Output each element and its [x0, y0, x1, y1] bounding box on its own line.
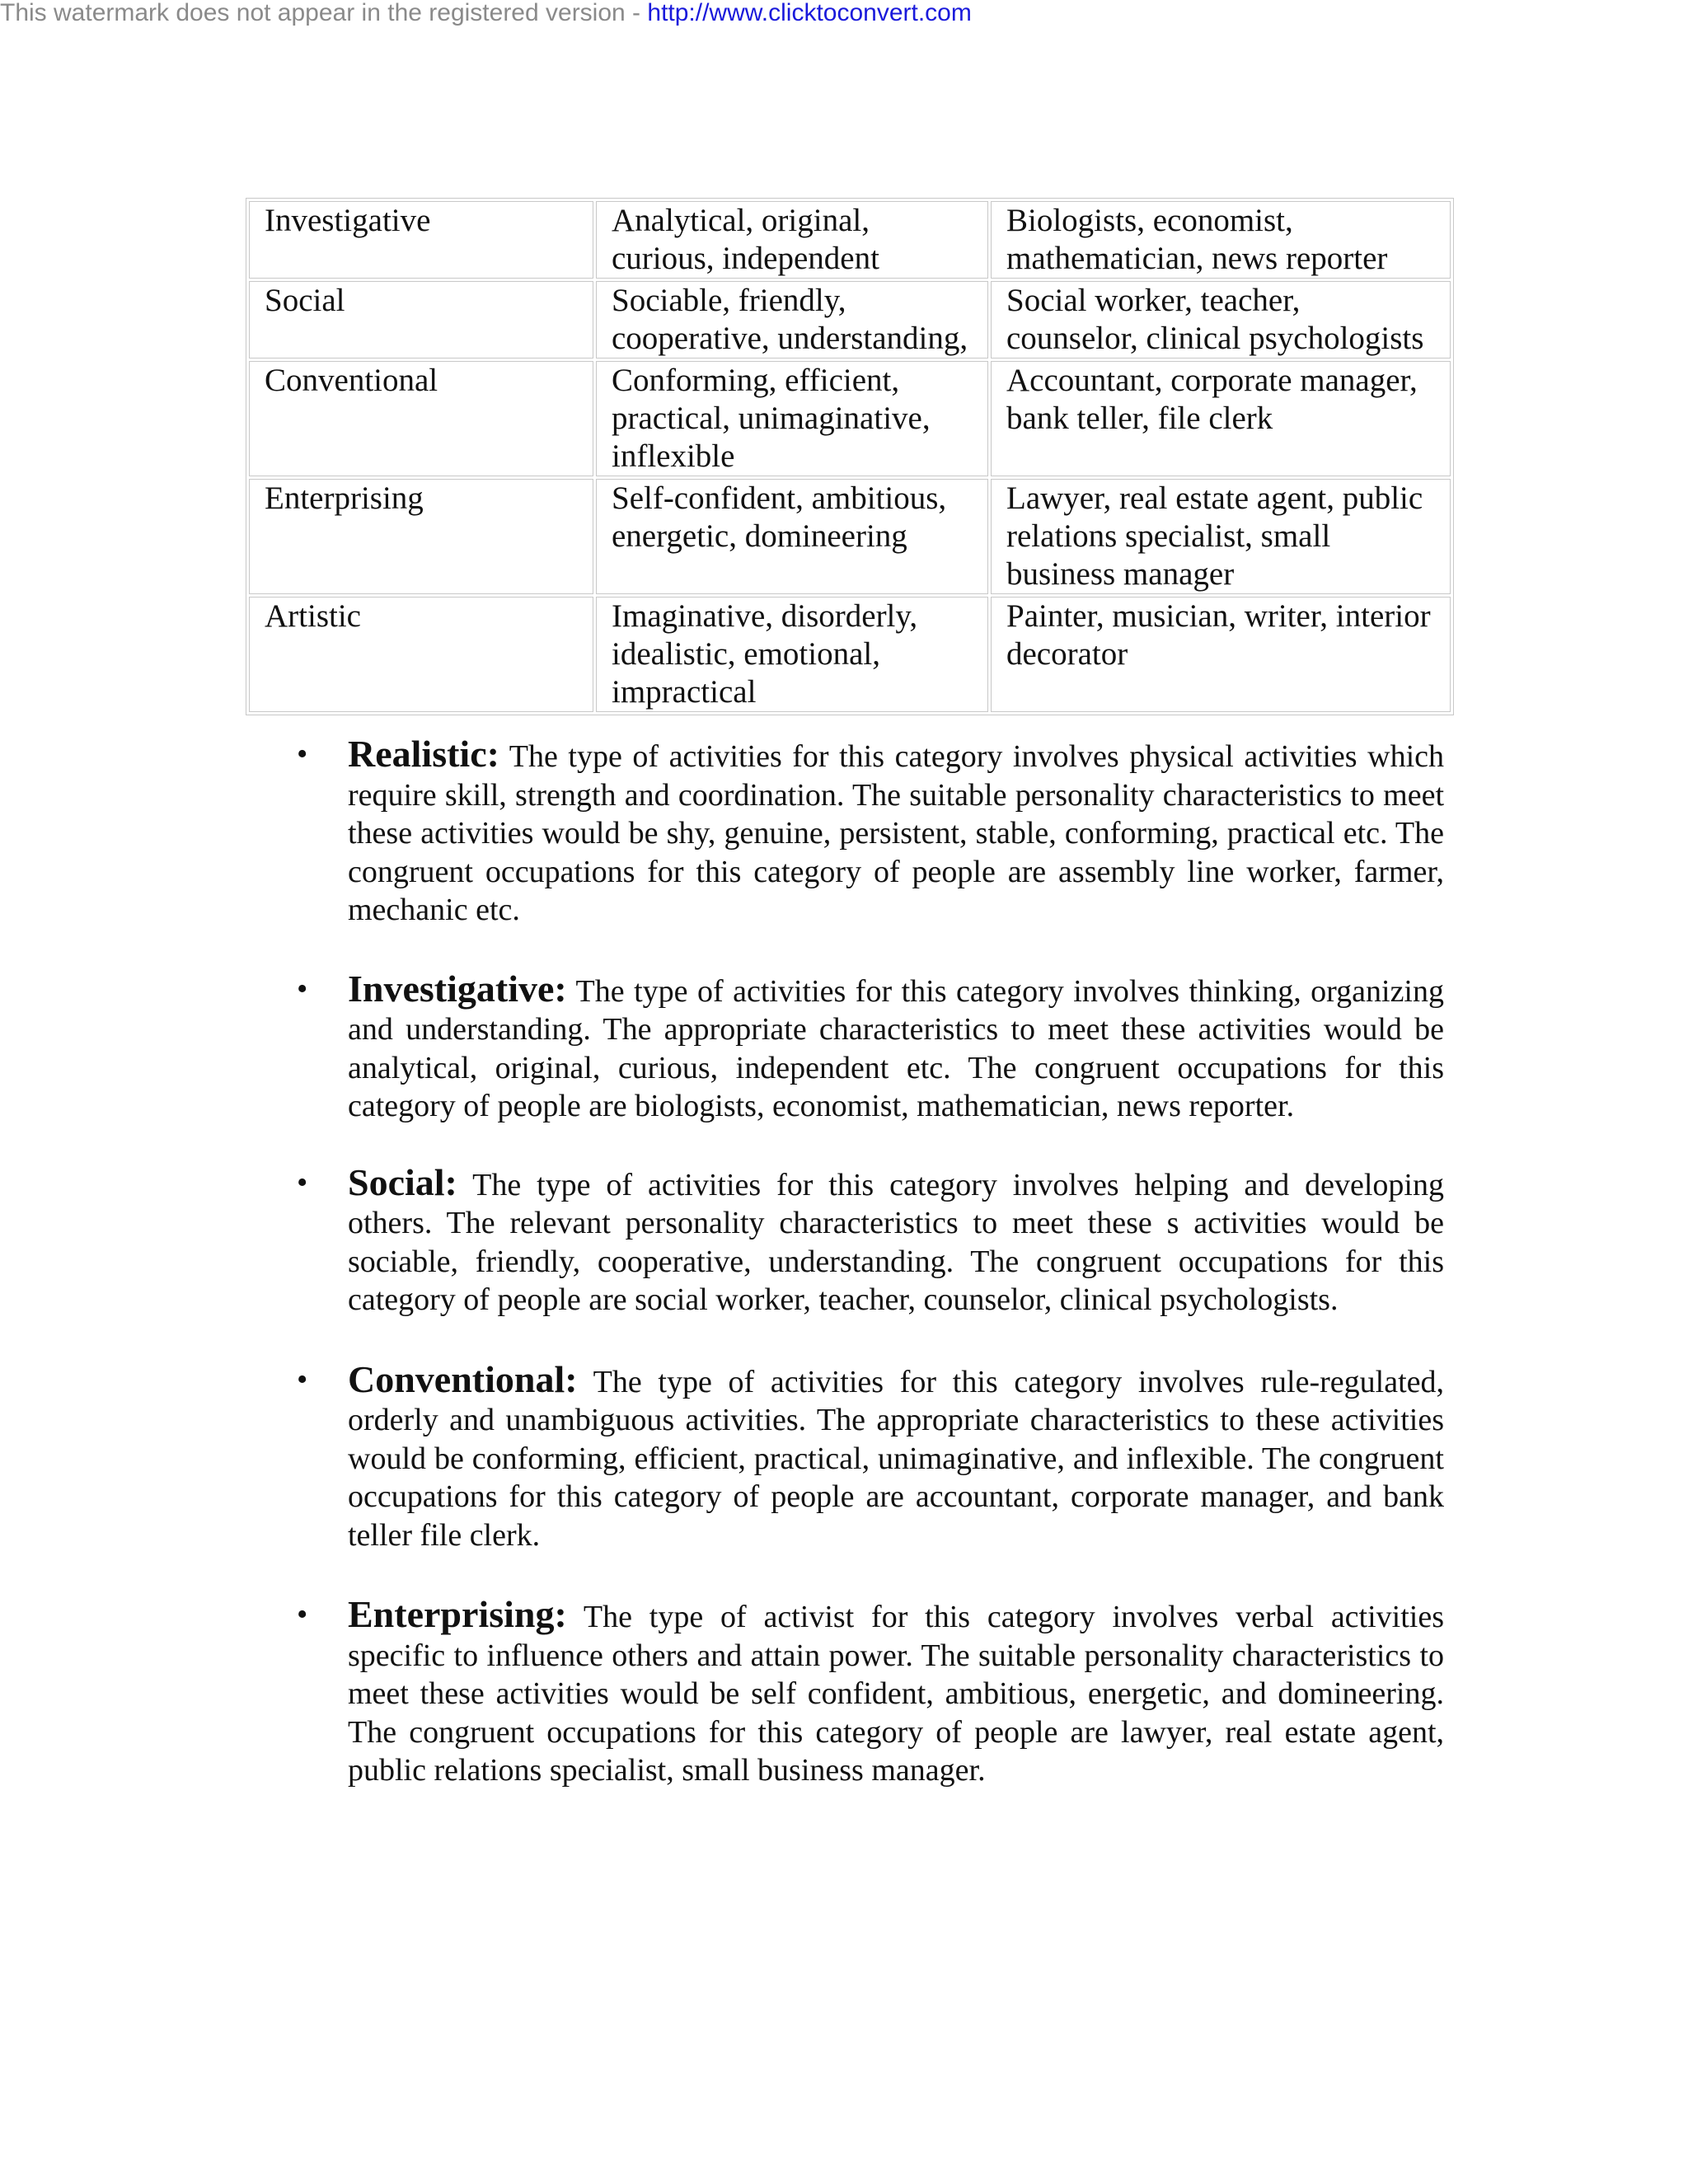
bullet-icon: • — [297, 1361, 308, 1397]
bullet-icon: • — [297, 1597, 308, 1632]
occupations-cell: Lawyer, real estate agent, public relations specialist, small business manager — [991, 479, 1451, 594]
category-term: Realistic: — [348, 733, 499, 775]
category-term: Social: — [348, 1160, 457, 1203]
personality-type-descriptions — [297, 735, 1444, 1790]
traits-cell: Analytical, original, curious, independent — [596, 201, 988, 279]
category-description: The type of activities for this category involves thinking, organizing and understanding. The appropriate characteristics to meet these activities would be analytical, original, curious, independent etc. The congruent occupations for this category of people are biologists, economist, mathematician, news reporter. — [348, 973, 1444, 1123]
list-item — [297, 967, 1444, 1126]
watermark-link[interactable]: http://www.clicktoconvert.com — [647, 0, 972, 26]
category-term: Conventional: — [348, 1357, 578, 1400]
personality-type-cell: Enterprising — [249, 479, 593, 594]
traits-cell: Conforming, efficient, practical, unimaginative, inflexible — [596, 361, 988, 476]
table-row — [249, 479, 1451, 594]
category-description: The type of activities for this category involves physical activities which require skill, strength and coordination. The suitable personality characteristics to meet these activities would be shy, genuine, persistent, stable, conforming, practical etc. The congruent occupations for this category of people are assembly line worker, farmer, mechanic etc. — [348, 739, 1444, 927]
bullet-icon: • — [297, 971, 308, 1006]
traits-cell: Self-confident, ambitious, energetic, domineering — [596, 479, 988, 594]
bullet-icon: • — [297, 1165, 308, 1200]
list-item — [297, 1593, 1444, 1790]
bullet-icon: • — [297, 737, 308, 771]
traits-cell: Imaginative, disorderly, idealistic, emotional, impractical — [596, 597, 988, 712]
table-row — [249, 597, 1451, 712]
occupations-cell: Social worker, teacher, counselor, clinical psychologists — [991, 281, 1451, 359]
list-item — [297, 1357, 1444, 1555]
personality-type-cell: Investigative — [249, 201, 593, 279]
category-term: Investigative: — [348, 967, 567, 1010]
traits-cell: Sociable, friendly, cooperative, understanding, — [596, 281, 988, 359]
watermark-text: This watermark does not appear in the registered version - — [0, 0, 648, 26]
occupations-cell: Painter, musician, writer, interior decorator — [991, 597, 1451, 712]
category-description: The type of activities for this category involves rule-regulated, orderly and unambiguous activities. The appropriate characteristics to these activities would be conforming, efficient, practical, unimaginative, and inflexible. The congruent occupations for this category of people are accountant, corporate manager, and bank teller file clerk. — [348, 1364, 1444, 1553]
list-item — [297, 1160, 1444, 1319]
table-row — [249, 201, 1451, 279]
watermark-notice — [0, 0, 972, 26]
table-row — [249, 361, 1451, 476]
category-description: The type of activities for this category involves helping and developing others. The relevant personality characteristics to meet these s activities would be sociable, friendly, cooperative, understanding. The congruent occupations for this category of people are social worker, teacher, counselor, clinical psychologists. — [348, 1167, 1444, 1317]
table-row — [249, 281, 1451, 359]
list-item — [297, 735, 1444, 930]
personality-occupation-table — [246, 198, 1454, 715]
category-term: Enterprising: — [348, 1593, 567, 1635]
personality-type-cell: Conventional — [249, 361, 593, 476]
personality-type-cell: Social — [249, 281, 593, 359]
occupations-cell: Accountant, corporate manager, bank teller, file clerk — [991, 361, 1451, 476]
occupations-cell: Biologists, economist, mathematician, news reporter — [991, 201, 1451, 279]
category-description: The type of activist for this category involves verbal activities specific to influence others and attain power. The suitable personality characteristics to meet these activities would be self confident, ambitious, energetic, and domineering. The congruent occupations for this category of people are lawyer, real estate agent, public relations specialist, small business manager. — [348, 1600, 1444, 1788]
personality-type-cell: Artistic — [249, 597, 593, 712]
